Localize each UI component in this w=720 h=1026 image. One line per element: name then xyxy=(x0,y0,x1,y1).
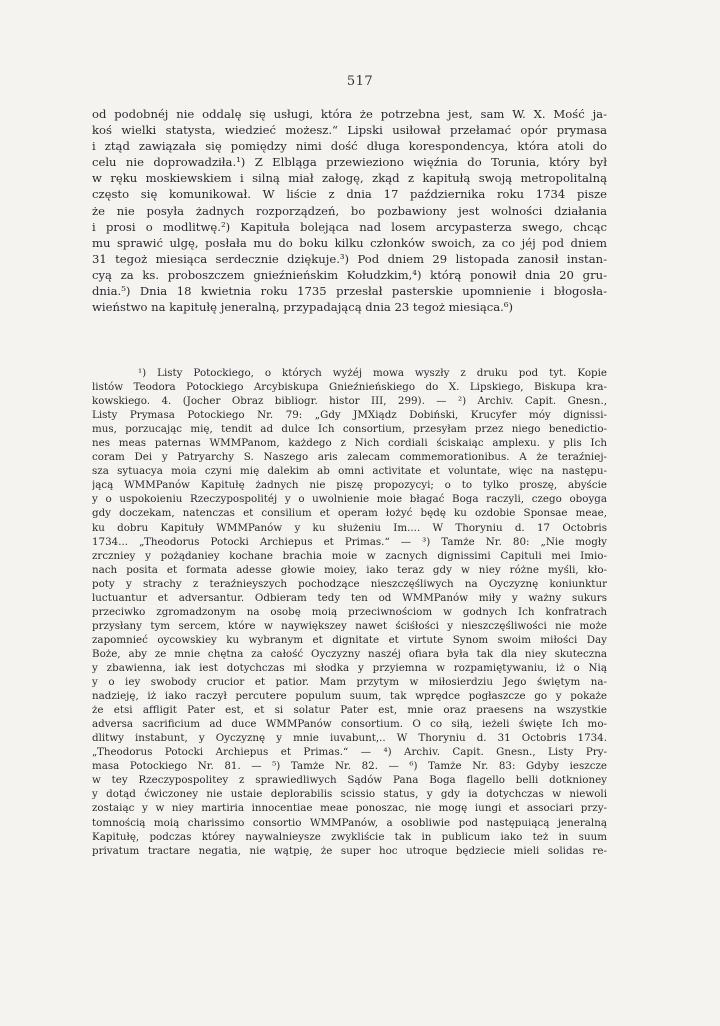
footnote-line: zostaiąc y w niey martiria innocentiae meae ponoszac, nie mogę iungi et associari przy- xyxy=(92,802,607,815)
footnote-line: kowskiego. 4. (Jocher Obraz bibliogr. histor III, 299). — ²) Archiv. Capit. Gnesn., xyxy=(92,395,607,408)
text-line: cyą za ks. proboszczem gnieźnieńskim Kołudzkim,⁴) którą ponowił dnia 20 gru- xyxy=(92,267,607,282)
text-line: często się komunikował. W liście z dnia 17 października roku 1734 pisze xyxy=(92,187,607,202)
footnote-line: mus, porzucając mię, tendit ad dulce Ich consortium, przesyłam przez niego benedictio- xyxy=(92,423,607,436)
footnote-line: privatum tractare negatia, nie wątpię, że super hoc utroque będziecie mieli solidas re- xyxy=(92,844,607,857)
main-text xyxy=(92,106,607,315)
footnote-line: przeciwko zgromadzonym na osobę moią przeciwnościom w godnych Ich konfratrach xyxy=(92,605,607,618)
page-number: 517 xyxy=(346,74,374,89)
footnote-line: dlitwy instabunt, y Oyczyznę y mnie iuvabunt,.. W Thorуniu d. 31 Octobris 1734. xyxy=(92,732,607,745)
footnote-line: nach posita et formata adesse głowie moiey, iako teraz gdy w niey różne myśli, kło- xyxy=(92,563,607,576)
footnote-line: gdy doczekam, natenczas et consilium et operam łożyć będę ku ozdobie Sponsae meae, xyxy=(92,507,607,520)
text-line: że nie posyła żadnych rozporządzeń, bo pozbawiony jest wolności działania xyxy=(92,203,607,218)
footnote-line: adversa sacrificium ad duce WMMPanów consortium. O co siłą, ieżeli święte Ich mo- xyxy=(92,718,607,731)
footnote-line: luctuantur et adversantur. Odbieram tedy ten od WMMPanów miły y ważny sukurs xyxy=(92,591,607,604)
footnote-line: y zbawienna, iak iest dotychczas mi słodka y przyiemna w rozpamiętywaniu, iż o Nią xyxy=(92,661,607,674)
footnote-line: zapomnieć oycowskiey ku wybranym et dignitate et virtute Synom swoim miłości Day xyxy=(92,633,607,646)
footnote-line: jącą WMMPanów Kapitułę żadnych nie piszę propozycyi; o to tylko proszę, abyście xyxy=(92,479,607,492)
text-line: i ztąd zawiązała się pomiędzy nimi dość długa korespondencya, która atoli do xyxy=(92,139,607,154)
footnotes xyxy=(92,366,607,858)
text-line: dnia.⁵) Dnia 18 kwietnia roku 1735 przesłał pasterskie upomnienie i błogosła- xyxy=(92,284,607,299)
footnote-line: zrczniey y pożądaniey kochane brachia moie w zacnych dignissimi Capituli mei Imio- xyxy=(92,549,607,562)
text-line: 31 tegoż miesiąca serdecznie dziękuje.³) Pod dniem 29 listopada zanosił instan- xyxy=(92,251,607,266)
footnote-line: ¹) Listy Potockiego, o których wyżéj mowa wyszły z druku pod tyt. Kopie xyxy=(138,367,607,379)
footnote-line: y o iey swobody crucior et patior. Mam przytym w miłosierdziu Jego świętym na- xyxy=(92,676,607,689)
footnote-line: Boże, aby ze mnie chętna za całość Oyczyzny naszéj ofiara była tak dla niey skuteczna xyxy=(92,647,607,660)
footnote-line: ku dobru Kapituły WMMPanów y ku służeniu Im.... W Thorуniu d. 17 Octobris xyxy=(92,521,607,534)
footnote-line: że etsi affligit Pater est, et si solatur Pater est, mnie oraz praesens na wszystkie xyxy=(92,704,607,717)
text-line: koś wielki statysta, wiedzieć możesz.“ Lipski usiłował przełamać opór prymasa xyxy=(92,123,607,138)
footnote-line: masa Potockiego Nr. 81. — ⁵) Tamże Nr. 82. — ⁶) Tamże Nr. 83: Gdyby ieszcze xyxy=(92,760,607,773)
footnote-line: Kapitułę, podczas którey naywalnieysze zwykliście tak in publicum iako też in suum xyxy=(92,830,607,843)
footnote-line: listów Teodora Potockiego Arcybiskupa Gnieźnieńskiego do X. Lipskiego, Biskupa kra- xyxy=(92,381,607,394)
footnote-line: 1734... „Theodorus Potocki Archiepus et Primas.“ — ³) Tamże Nr. 80: „Nie mogły xyxy=(92,535,607,548)
text-line: mu sprawić ulgę, posłała mu do boku kilku członków swoich, za co jéj pod dniem xyxy=(92,235,607,250)
footnote-line: tomnością moią charissimo consortio WMMPanów, a osobliwie pod następuiącą jeneralną xyxy=(92,816,607,829)
footnote-line: przysłany tym sercem, które w naywiększey nawet ściśłości y nieszczęśliwości nie może xyxy=(92,619,607,632)
footnote-line: coram Dei y Patryarchy S. Naszego aris zalecam commemorationibus. A że teraźniej- xyxy=(92,451,607,464)
footnote-line: nadzieję, iż iako raczył percutere populum suum, tak wprędce pogłaszcze go y pokaże xyxy=(92,690,607,703)
text-line: celu nie doprowadziła.¹) Z Elbląga przewieziono więźnia do Torunia, który był xyxy=(92,155,607,170)
footnote-line: „Theodorus Potocki Archiepus et Primas.“ — ⁴) Archiv. Capit. Gnesn., Listy Pry- xyxy=(92,746,607,759)
text-line: w ręku moskiewskiem i silną miał załogę, zkąd z kapitułą swoją metropolitalną xyxy=(92,171,607,186)
footnote-line: Listy Prymasa Potockiego Nr. 79: „Gdy JMXiądz Dobiński, Krucyfer móy dignissi- xyxy=(92,409,607,422)
text-line: wieństwo na kapitułę jeneralną, przypadającą dnia 23 tegoż miesiąca.⁶) xyxy=(92,300,514,315)
footnote-line: nes meas paternas WMMPanom, każdego z Nich cordiali ściskaiąc amplexu. y plis Ich xyxy=(92,437,607,450)
footnote-line: sza sytuacya moia czyni mię dalekim ab omni activitate et voluntate, więc na następu- xyxy=(92,465,607,478)
footnote-line: y dotąd ćwiczoney nie ustaie deplorabilis scissio status, y gdy ia dotychczas w niewoli xyxy=(92,788,607,801)
text-line: i prosi o modlitwę.²) Kapituła bolejąca nad losem arcypasterza swego, chcąc xyxy=(92,219,607,234)
footnote-line: y o uspokoieniu Rzeczypospolitéj y o uwolnienie moie błagać Boga raczyli, czego obоyga xyxy=(92,493,607,506)
footnote-line: w tey Rzeczypospolitey z sprawiedliwych Sądów Pana Boga flagello belli dotknioney xyxy=(92,774,607,787)
text-line: od podobnéj nie oddalę się usługi, która że potrzebna jest, sam W. X. Mość ja- xyxy=(92,107,607,121)
footnote-line: poty y strachy z teraźnieyszych pochodzące nieszczęśliwych na Oyczyznę koniunktur xyxy=(92,577,607,590)
